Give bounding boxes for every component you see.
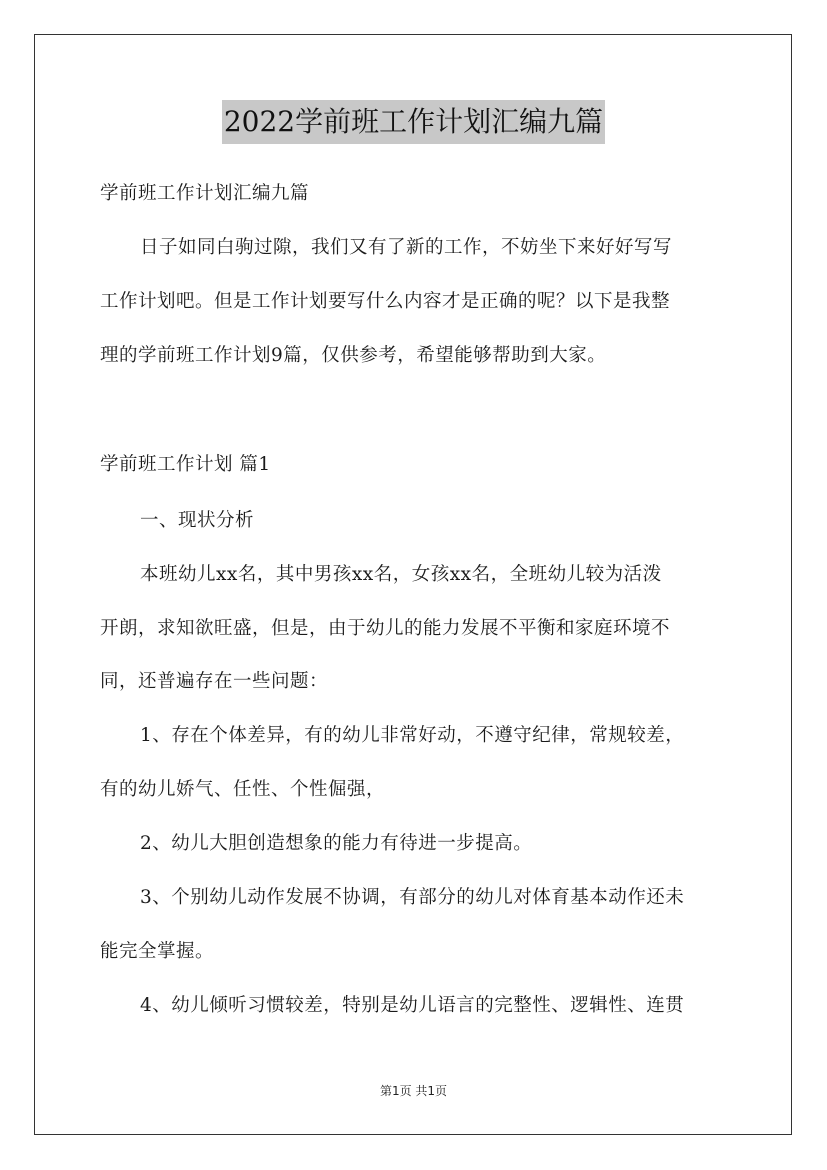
paragraph-line-2: 开朗，求知欲旺盛，但是，由于幼儿的能力发展不平衡和家庭环境不 xyxy=(100,618,671,639)
paragraph-line-1: 本班幼儿xx名，其中男孩xx名，女孩xx名，全班幼儿较为活泼 xyxy=(140,564,662,585)
intro-line-3: 理的学前班工作计划9篇，仅供参考，希望能够帮助到大家。 xyxy=(100,345,607,366)
document-title: 2022学前班工作计划汇编九篇 xyxy=(222,100,605,144)
page-number-footer: 第1页 共1页 xyxy=(379,1084,448,1098)
paragraph-line-9: 4、幼儿倾听习惯较差，特别是幼儿语言的完整性、逻辑性、连贯 xyxy=(140,995,685,1016)
section-heading: 学前班工作计划 篇1 xyxy=(100,454,271,475)
intro-line-1: 日子如同白驹过隙，我们又有了新的工作，不妨坐下来好好写写 xyxy=(140,237,673,258)
paragraph-line-7: 3、个别幼儿动作发展不协调，有部分的幼儿对体育基本动作还未 xyxy=(140,887,685,908)
paragraph-line-6: 2、幼儿大胆创造想象的能力有待进一步提高。 xyxy=(140,833,533,854)
paragraph-line-8: 能完全掌握。 xyxy=(100,941,215,962)
paragraph-line-4: 1、存在个体差异，有的幼儿非常好动，不遵守纪律，常规较差， xyxy=(140,725,685,746)
title-container xyxy=(0,100,827,144)
intro-line-2: 工作计划吧。但是工作计划要写什么内容才是正确的呢？以下是我整 xyxy=(100,291,671,312)
paragraph-line-5: 有的幼儿娇气、任性、个性倔强， xyxy=(100,779,386,800)
paragraph-line-3: 同，还普遍存在一些问题： xyxy=(100,671,329,692)
document-subtitle: 学前班工作计划汇编九篇 xyxy=(100,183,310,204)
subheading: 一、现状分析 xyxy=(140,510,255,531)
